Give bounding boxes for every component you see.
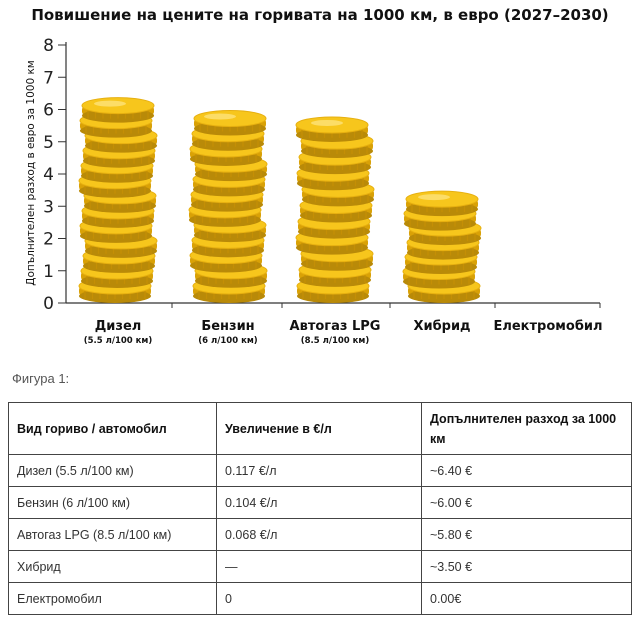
cell-fuel: Електромобил [9,583,217,615]
header-increase: Увеличение в €/л [217,403,422,455]
x-tick-label: Електромобил [493,319,603,334]
table-row [9,551,632,583]
cell-fuel: Дизел (5.5 л/100 км) [9,455,217,487]
y-axis-label: Допълнителен разход в евро за 1000 км [25,60,37,286]
x-tick-sublabel: (8.5 л/100 км) [300,336,370,346]
bar-coin-stack-Дизел [79,98,157,303]
chart-title: Повишение на цените на горивата на 1000 км, в евро (2027–2030) [31,6,609,24]
cell-cost: 0.00€ [422,583,632,615]
y-tick-label: 6 [43,100,54,121]
bar-coin-stack-Автогаз LPG [296,117,374,303]
header-extra-cost: Допълнителен разход за 1000 км [422,403,632,455]
cell-cost: ~6.40 € [422,455,632,487]
y-tick-label: 3 [43,197,54,218]
table-row [9,519,632,551]
cell-fuel: Хибрид [9,551,217,583]
y-tick-label: 7 [43,68,54,89]
x-tick-label: Хибрид [413,319,471,334]
cell-increase: 0.117 €/л [217,455,422,487]
table-header-row [9,403,632,455]
cell-fuel: Бензин (6 л/100 км) [9,487,217,519]
y-tick-label: 0 [43,294,54,314]
coin-highlight [418,194,450,200]
x-tick-sublabel: (6 л/100 км) [198,336,258,346]
cell-cost: ~3.50 € [422,551,632,583]
table-row [9,583,632,615]
cell-cost: ~6.00 € [422,487,632,519]
cell-increase: — [217,551,422,583]
coin-highlight [311,120,343,126]
coin-highlight [94,101,126,107]
y-tick-label: 1 [43,261,54,282]
table-row [9,487,632,519]
x-tick-sublabel: (5.5 л/100 км) [83,336,153,346]
cell-fuel: Автогаз LPG (8.5 л/100 км) [9,519,217,551]
x-tick-label: Бензин [201,319,255,334]
cell-cost: ~5.80 € [422,519,632,551]
coin-highlight [204,114,236,120]
fuel-cost-table [8,402,632,615]
cell-increase: 0.068 €/л [217,519,422,551]
cell-increase: 0.104 €/л [217,487,422,519]
x-tick-label: Автогаз LPG [289,319,381,334]
figure-caption: Фигура 1: [12,371,70,386]
cell-increase: 0 [217,583,422,615]
y-tick-label: 5 [43,132,54,153]
y-tick-label: 8 [43,36,54,56]
bar-coin-stack-Хибрид [403,191,481,303]
x-tick-label: Дизел [94,319,142,334]
y-tick-label: 4 [43,165,54,185]
bar-coin-stack-Бензин [189,111,267,304]
header-fuel-type: Вид гориво / автомобил [9,403,217,455]
table-row [9,455,632,487]
y-tick-label: 2 [43,229,54,250]
